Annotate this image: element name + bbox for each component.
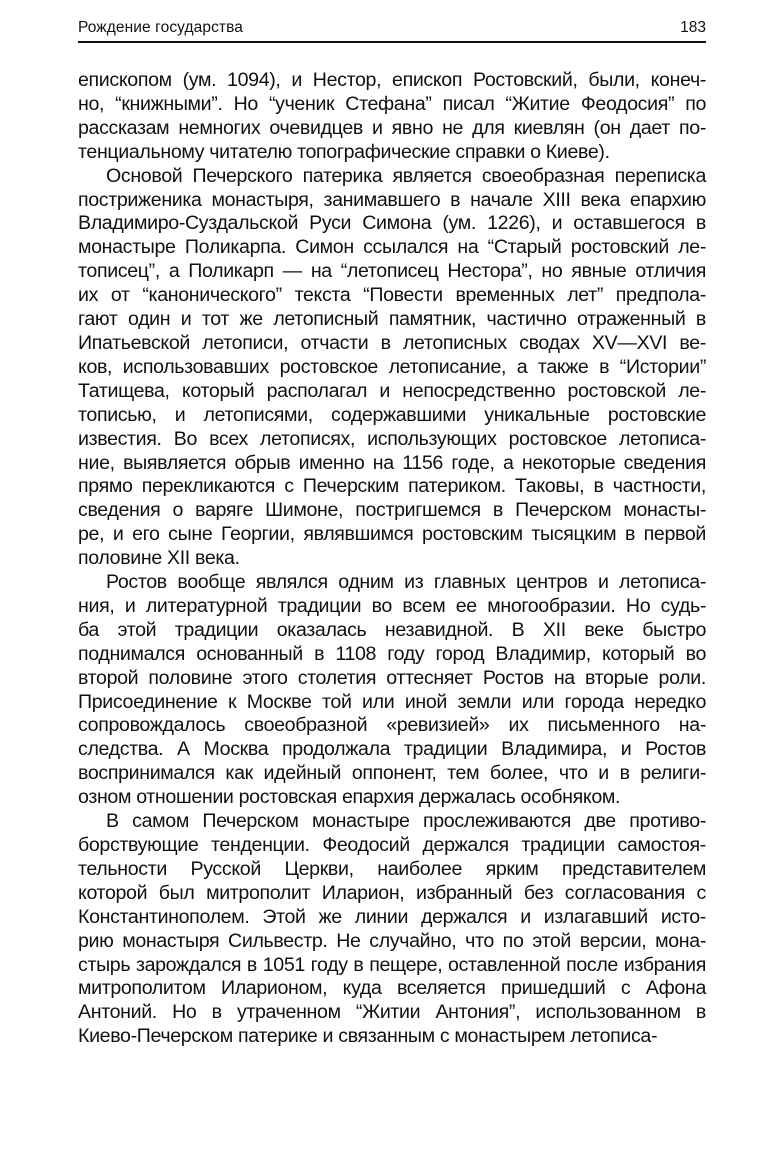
text-line: Татищева, который располагал и непосредственно ростовской ле- xyxy=(78,379,706,402)
paragraph xyxy=(78,810,706,1049)
text-line: тописью, и летописями, содержавшими уникальные ростовские xyxy=(78,403,706,426)
text-line: ба этой традиции оказалась незавидной. В XII веке быстро xyxy=(78,618,706,641)
text-line: тенциальному читателю топографические справки о Киеве). xyxy=(78,140,610,163)
paragraph xyxy=(78,165,706,571)
text-line: постриженика монастыря, занимавшего в начале XIII века епархию xyxy=(78,188,706,211)
text-line: Антоний. Но в утраченном “Житии Антония”, использованном в xyxy=(78,1001,706,1024)
text-line: Константинополем. Этой же линии держался и излагавший исто- xyxy=(78,905,706,928)
text-line: Владимиро-Суздальской Руси Симона (ум. 1226), и оставшегося в xyxy=(78,212,706,235)
text-line: В самом Печерском монастыре прослеживаются две противо- xyxy=(106,810,706,833)
text-line: ния, и литературной традиции во всем ее многообразии. Но судь- xyxy=(78,594,706,617)
text-line: рассказам немногих очевидцев и явно не для киевлян (он дает по- xyxy=(78,116,706,139)
page-number: 183 xyxy=(680,19,706,36)
text-line: сопровождалось своеобразной «ревизией» их письменного на- xyxy=(78,714,706,737)
text-line: которой был митрополит Иларион, избранный без согласования с xyxy=(78,881,706,904)
text-line: воспринимался как идейный оппонент, тем более, что и в религи- xyxy=(78,762,706,785)
text-line: митрополитом Иларионом, куда вселяется пришедший с Афона xyxy=(78,977,706,1000)
text-line: гают один и тот же летописный памятник, частично отраженный в xyxy=(78,308,706,331)
text-line: тельности Русской Церкви, наиболее ярким представителем xyxy=(78,857,706,880)
paragraph xyxy=(78,69,706,165)
text-line: монастыре Поликарпа. Симон ссылался на “Старый ростовский ле- xyxy=(78,236,706,259)
text-line: тописец”, а Поликарп — на “летописец Нестора”, но явные отличия xyxy=(78,260,706,283)
body-text xyxy=(78,69,706,1049)
text-line: ков, использовавших ростовское летописание, а также в “Истории” xyxy=(78,355,706,378)
text-line: ре, и его сыне Георгии, являвшимся ростовским тысяцким в первой xyxy=(78,523,706,546)
text-line: половине XII века. xyxy=(78,547,240,570)
text-line: Присоединение к Москве той или иной земли или города нередко xyxy=(78,690,706,713)
text-line: но, “книжными”. Но “ученик Стефана” писал “Житие Феодосия” по xyxy=(78,92,706,115)
running-header xyxy=(78,18,706,43)
text-line: известия. Во всех летописях, использующих ростовское летописа- xyxy=(78,427,706,450)
text-line: сведения о варяге Шимоне, постригшемся в Печерском монасты- xyxy=(78,499,706,522)
text-line: прямо перекликаются с Печерским патериком. Таковы, в частности, xyxy=(78,475,706,498)
running-title: Рождение государства xyxy=(78,19,244,36)
text-line: следства. А Москва продолжала традиции Владимира, и Ростов xyxy=(78,738,706,761)
text-line: Ипатьевской летописи, отчасти в летописных сводах XV—XVI ве- xyxy=(78,331,706,354)
text-line: Основой Печерского патерика является своеобразная переписка xyxy=(106,164,706,187)
book-page xyxy=(78,18,706,1049)
text-line: борствующие тенденции. Феодосий держался традиции самостоя- xyxy=(78,834,706,856)
paragraph xyxy=(78,571,706,810)
text-line: Киево-Печерском патерике и связанным с монастырем летописа- xyxy=(78,1025,658,1048)
text-line: второй половине этого столетия оттесняет Ростов на вторые роли. xyxy=(78,666,706,689)
text-line: поднимался основанный в 1108 году город Владимир, который во xyxy=(78,642,706,665)
text-line: Ростов вообще являлся одним из главных центров и летописа- xyxy=(106,571,706,594)
text-line: епископом (ум. 1094), и Нестор, епископ Ростовский, были, конеч- xyxy=(78,69,706,91)
text-line: стырь зарождался в 1051 году в пещере, оставленной после избрания xyxy=(78,953,706,976)
text-line: рию монастыря Сильвестр. Не случайно, что по этой версии, мона- xyxy=(78,929,706,952)
text-line: озном отношении ростовская епархия держалась особняком. xyxy=(78,786,621,809)
text-line: их от “канонического” текста “Повести временных лет” предпола- xyxy=(78,284,706,307)
text-line: ние, выявляется обрыв именно на 1156 годе, а некоторые сведения xyxy=(78,451,706,474)
